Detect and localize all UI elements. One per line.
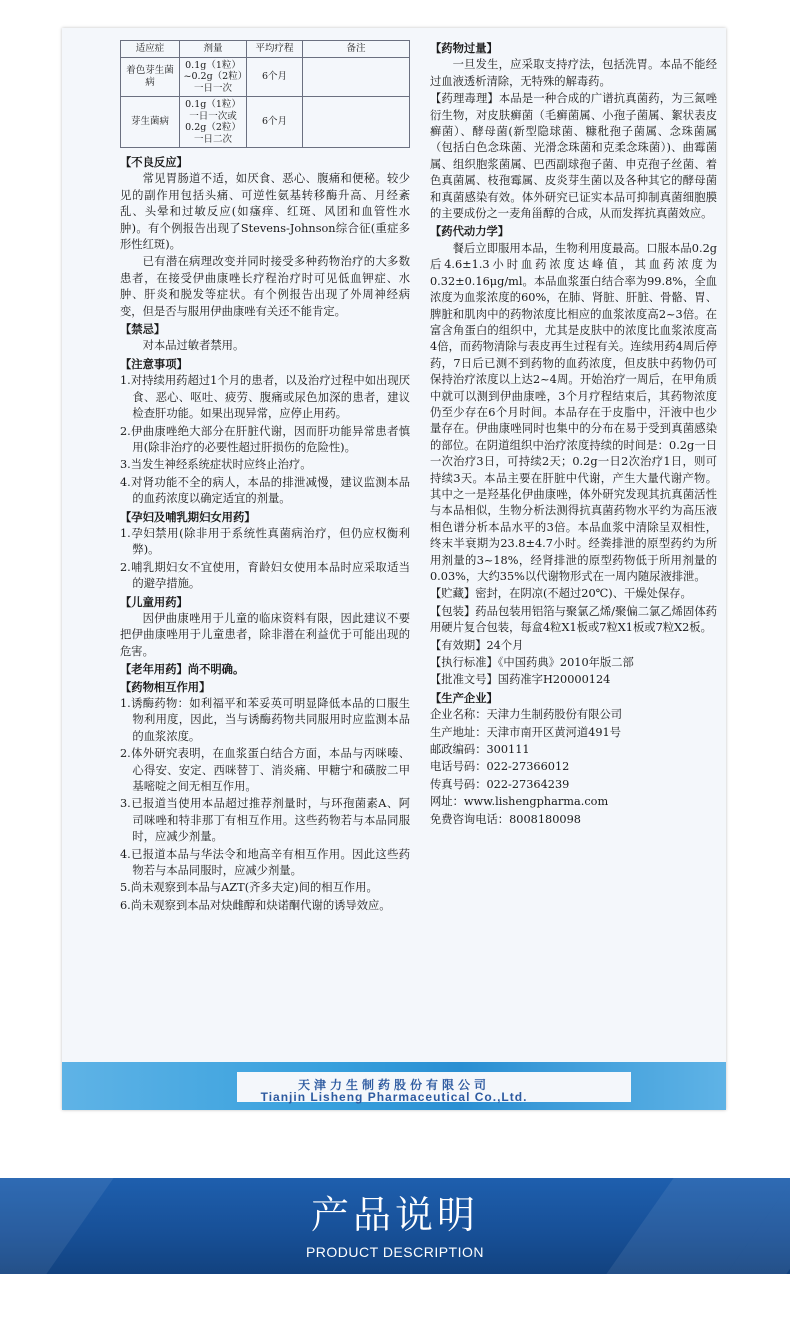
paragraph: 网址：www.lishengpharma.com xyxy=(430,795,609,809)
paragraph: 3.已报道当使用本品超过推荐剂量时，与环孢菌素A、阿司咪唑和特非那丁有相互作用。这些药物若与本品同服时，应减少剂量。 xyxy=(120,797,410,844)
table-cell: 6个月 xyxy=(247,57,303,97)
paragraph: 6.尚未观察到本品对炔雌醇和炔诺酮代谢的诱导效应。 xyxy=(120,898,391,912)
leaflet-right-column xyxy=(430,40,717,829)
paragraph: 电话号码：022-27366012 xyxy=(430,760,570,774)
table-header-cell: 适应症 xyxy=(121,41,180,58)
paragraph: 4.对肾功能不全的病人，本品的排泄减慢，建议监测本品的血药浓度以确定适宜的剂量。 xyxy=(120,475,410,506)
paragraph: 2.哺乳期妇女不宜使用，育龄妇女使用本品时应采取适当的避孕措施。 xyxy=(120,560,410,591)
section-heading: 【儿童用药】 xyxy=(120,594,188,609)
paragraph: 1.对持续用药超过1个月的患者，以及治疗过程中如出现厌食、恶心、呕吐、疲劳、腹痛或尿色加深的患者，建议检查肝功能。如果出现异常，应停止用药。 xyxy=(120,374,410,421)
paragraph: 对本品过敏者禁用。 xyxy=(142,339,245,353)
paragraph: 【有效期】24个月 xyxy=(430,638,524,652)
section-heading: 【老年用药】尚不明确。 xyxy=(120,662,245,677)
paragraph: 传真号码：022-27364239 xyxy=(430,777,570,791)
paragraph: 常见胃肠道不适，如厌食、恶心、腹痛和便秘。较少见的副作用包括头痛、可逆性氨基转移酶升高、月经紊乱、头晕和过敏反应(如瘙痒、红斑、风团和血管性水肿)。有个例报告出现了Stevens-Johnson综合征(重症多形性红斑)。 xyxy=(120,172,410,252)
table-cell xyxy=(303,97,410,148)
paragraph: 3.当发生神经系统症状时应终止治疗。 xyxy=(120,458,312,472)
leaflet-left-column xyxy=(120,40,410,915)
table-cell: 着色芽生菌病 xyxy=(121,57,180,97)
paragraph: 【执行标准】《中国药典》2010年版二部 xyxy=(430,656,634,670)
paragraph: 【包装】药品包装用铝箔与聚氯乙烯/聚偏二氯乙烯固体药用硬片复合包装，每盒4粒X1板或7粒X1板或7粒X2板。 xyxy=(430,604,717,635)
right-column-text xyxy=(430,40,717,828)
section-heading: 【注意事项】 xyxy=(120,356,188,371)
paragraph: 1.孕妇禁用(除非用于系统性真菌病治疗，但仍应权衡利弊)。 xyxy=(120,526,410,557)
paragraph: 1.诱酶药物：如利福平和苯妥英可明显降低本品的口服生物利用度，因此，当与诱酶药物共同服用时应监测本品的血浆浓度。 xyxy=(120,697,410,743)
section-heading: 【生产企业】 xyxy=(430,690,498,705)
dosage-table-header xyxy=(121,41,410,58)
table-row xyxy=(121,57,410,97)
dosage-table xyxy=(120,40,410,148)
table-header-cell: 平均疗程 xyxy=(247,41,303,58)
company-name-en: Tianjin Lisheng Pharmaceutical Co.,Ltd. xyxy=(260,1090,528,1104)
paragraph: 2.伊曲康唑绝大部分在肝脏代谢，因而肝功能异常患者慎用(除非治疗的必要性超过肝损伤的危险性)。 xyxy=(120,424,410,454)
table-row xyxy=(121,97,410,148)
paragraph: 5.尚未观察到本品与AZT(齐多夫定)间的相互作用。 xyxy=(120,881,378,895)
paragraph: 一旦发生，应采取支持疗法，包括洗胃。本品不能经过血液透析清除，无特殊的解毒药。 xyxy=(430,58,717,88)
paragraph: 生产地址：天津市南开区黄河道491号 xyxy=(430,725,622,739)
paragraph: 免费咨询电话：8008180098 xyxy=(430,812,581,826)
paragraph: 已有潜在病理改变并同时接受多种药物治疗的大多数患者，在接受伊曲康唑长疗程治疗时可见低血钾症、水肿、肝炎和脱发等症状。有个例报告出现了外周神经病变，但是否与服用伊曲康唑有关还不能肯定。 xyxy=(120,255,410,318)
paragraph: 【批准文号】国药准字H20000124 xyxy=(430,673,611,687)
left-column-text xyxy=(120,154,410,914)
section-heading: 【药物相互作用】 xyxy=(120,679,211,694)
table-cell: 芽生菌病 xyxy=(121,97,180,148)
section-heading: 【药物过量】 xyxy=(430,41,498,55)
section-heading: 【不良反应】 xyxy=(120,155,188,169)
banner-subtitle: PRODUCT DESCRIPTION xyxy=(305,1244,485,1260)
product-description-banner xyxy=(0,1178,790,1274)
paragraph: 4.已报道本品与华法令和地高辛有相互作用。因此这些药物若与本品同服时，应减少剂量。 xyxy=(120,847,410,878)
banner-title: 产品说明 xyxy=(310,1193,479,1237)
company-name-zh: 天津力生制药股份有限公司 xyxy=(297,1078,490,1092)
table-cell: 6个月 xyxy=(247,97,303,148)
table-cell: 0.1g（1粒）~0.2g（2粒）一日一次 xyxy=(180,57,247,97)
leaflet-footer-band xyxy=(62,1062,726,1110)
paragraph: 因伊曲康唑用于儿童的临床资料有限，因此建议不要把伊曲康唑用于儿童患者，除非潜在利益优于可能出现的危害。 xyxy=(120,611,410,658)
table-header-cell: 剂量 xyxy=(180,41,247,58)
paragraph: 【药理毒理】本品是一种合成的广谱抗真菌药，为三氮唑衍生物，对皮肤癣菌（毛癣菌属、小孢子菌属、絮状表皮癣菌）、酵母菌(新型隐球菌、糠秕孢子菌属、念珠菌属（包括白色念珠菌、光滑念珠菌和克柔念珠菌）)、曲霉菌属、组织胞浆菌属、巴西副球孢子菌、申克孢子丝菌、着色真菌属、枝孢霉属、皮炎芽生菌以及各种其它的酵母菌和真菌感染有效。体外研究已证实本品可抑制真菌细胞膜的主要成份之一麦角甾醇的合成，从而发挥抗真菌效应。 xyxy=(430,92,717,221)
paragraph: 2.体外研究表明，在血浆蛋白结合方面，本品与丙咪嗪、心得安、安定、西咪替丁、消炎痛、甲糖宁和磺胺二甲基嘧啶之间无相互作用。 xyxy=(120,747,410,794)
paragraph: 餐后立即服用本品，生物利用度最高。口服本品0.2g后4.6±1.3小时血药浓度达峰值，其血药浓度为0.32±0.16μg/ml。本品血浆蛋白结合率为99.8%，全血浓度为血浆浓度的60%，在肺、肾脏、肝脏、骨骼、胃、脾脏和肌肉中的药物浓度比相应的血浆浓度高2~3倍。在富含角蛋白的组织中，尤其是皮肤中的浓度比血浆浓度高4倍，而药物清除与表皮再生过程有关。连续用药4周后停药，7日后已测不到药物的血药浓度，但皮肤中药物仍可保持治疗浓度以上达2~4周。开始治疗一周后，在甲角质中就可以测到伊曲康唑，3个月疗程结束后，其药物浓度仍至少存在6个月时间。本品存在于皮脂中，汗液中也少量存在。伊曲康唑同时也集中的分布在易于受到真菌感染的部位。在阴道组织中治疗浓度持续的时间是：0.2g一日一次治疗3日，可持续2天；0.2g一日2次治疗1日，则可持续3天。本品主要在肝脏中代谢，产生大量代谢产物。其中之一是羟基化伊曲康唑，体外研究发现其抗真菌活性与本品相似，生物分析法测得抗真菌药物水平约为高压液相色谱分析本品水平的3倍。本品血浆中清除呈双相性，终末半衰期为23.8±4.7小时。经粪排泄的原型药约为所用剂量的3~18%，经肾排泄的原型药物低于所用剂量的0.03%，大约35%以代谢物形式在一周内随尿液排泄。 xyxy=(430,241,717,583)
paragraph: 【贮藏】密封，在阴凉(不超过20℃)、干燥处保存。 xyxy=(430,587,692,601)
instruction-leaflet xyxy=(62,28,726,1110)
paragraph: 企业名称：天津力生制药股份有限公司 xyxy=(430,708,623,722)
section-heading: 【禁忌】 xyxy=(120,322,166,337)
paragraph: 邮政编码：300111 xyxy=(430,743,530,757)
table-cell: 0.1g（1粒）一日一次或0.2g（2粒）一日二次 xyxy=(180,97,247,148)
table-header-cell: 备注 xyxy=(303,41,410,58)
section-heading: 【孕妇及哺乳期妇女用药】 xyxy=(120,509,256,524)
section-heading: 【药代动力学】 xyxy=(430,224,510,239)
table-cell xyxy=(303,57,410,97)
